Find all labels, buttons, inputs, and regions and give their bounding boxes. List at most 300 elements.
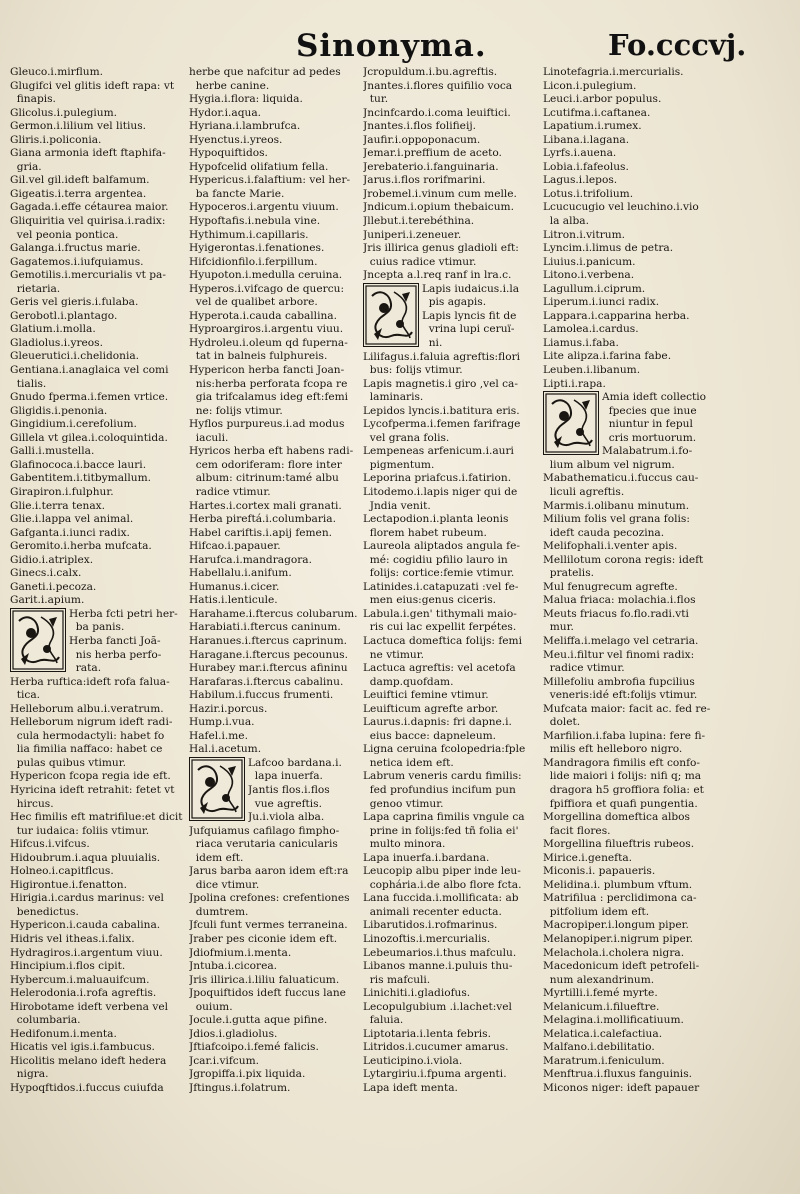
glossary-line: Hyperos.i.vifcago de quercu:	[189, 282, 345, 295]
glossary-line: eius bacce: dapneleum.	[363, 729, 497, 742]
woodcut-initial-ornament	[190, 758, 244, 820]
glossary-line: Helerodonia.i.rofa agreftis.	[10, 987, 157, 1000]
glossary-line: album: citrinum:tamé albu	[189, 472, 339, 485]
glossary-line: Hirobotame ideft verbena vel	[10, 1000, 168, 1013]
glossary-line: Amia ideft collectio	[602, 391, 707, 404]
glossary-line: pis agapis.	[422, 296, 487, 309]
glossary-line: Hifcao.i.papauer.	[189, 540, 281, 553]
glossary-line: Jpoquiftidos ideft fuccus lane	[189, 987, 346, 1000]
glossary-line: Hydragiros.i.argentum viuu.	[10, 946, 163, 959]
glossary-line: Jftiafcoipo.i.femé falicis.	[189, 1041, 319, 1054]
glossary-line: Morgellina domeftica albos	[543, 811, 690, 824]
glossary-line: Lyrfs.i.auena.	[543, 147, 617, 160]
glossary-line: Libana.i.lagana.	[543, 133, 630, 146]
glossary-line: Harabiati.i.ftercus caninum.	[189, 621, 341, 634]
glossary-line: Hypoftafis.i.nebula vine.	[189, 215, 321, 228]
glossary-line: Meu.i.filtur vel finomi radix:	[543, 648, 695, 661]
glossary-line: Macedonicum ideft petrofeli-	[543, 960, 700, 973]
glossary-line: Melanopiper.i.nigrum piper.	[543, 933, 694, 946]
glossary-line: animali recenter educta.	[363, 905, 502, 918]
glossary-line: Jdiofmium.i.menta.	[189, 946, 292, 959]
woodcut-initial	[543, 391, 599, 455]
glossary-line: men eius:genus ciceris.	[363, 594, 497, 607]
glossary-line: Marfilion.i.faba lupina: fere fi-	[543, 729, 706, 742]
glossary-line: Jris illirica genus gladioli eft:	[363, 242, 519, 255]
glossary-line: Hyupoton.i.medulla ceruina.	[189, 269, 343, 282]
glossary-line: Lempeneas arfenicum.i.auri	[363, 445, 514, 458]
glossary-line: Lapatium.i.rumex.	[543, 120, 642, 133]
glossary-line: Herba ruftica:ideft rofa falua-	[10, 675, 170, 688]
glossary-line: Girapiron.i.fulphur.	[10, 485, 114, 498]
glossary-line: Hyenctus.i.yreos.	[189, 133, 283, 146]
glossary-line: Jgropiffa.i.pix liquida.	[189, 1068, 306, 1081]
glossary-line: Hifcus.i.vifcus.	[10, 838, 90, 851]
glossary-line: herbe que nafcitur ad pedes	[189, 66, 341, 78]
glossary-line: Jftingus.i.folatrum.	[189, 1082, 291, 1095]
glossary-line: Mirice.i.genefta.	[543, 851, 633, 864]
glossary-line: Liuius.i.panicum.	[543, 255, 636, 268]
glossary-line: Hydor.i.aqua.	[189, 106, 262, 119]
glossary-line: Germon.i.lilium vel litius.	[10, 120, 147, 133]
glossary-line: Hypoceros.i.argentu viuum.	[189, 201, 339, 214]
glossary-line: Melatica.i.calefactiua.	[543, 1027, 663, 1040]
glossary-line: Herba fcti petri her-	[69, 607, 178, 620]
glossary-line: vrina lupi ceruï-	[422, 323, 515, 336]
glossary-line: Jnantes.i.flores quifilio voca	[363, 79, 513, 92]
glossary-line: Ginecs.i.calx.	[10, 567, 82, 580]
glossary-line: Jcar.i.vifcum.	[189, 1054, 259, 1067]
glossary-line: Gafganta.i.iunci radix.	[10, 526, 130, 539]
glossary-line: Jdios.i.gladiolus.	[189, 1027, 278, 1040]
glossary-line: Hafel.i.me.	[189, 729, 248, 742]
glossary-line: netica idem eft.	[363, 756, 454, 769]
glossary-line: vel de qualibet arbore.	[189, 296, 318, 309]
glossary-line: Laurus.i.dapnis: fri dapne.i.	[363, 716, 512, 729]
glossary-line: facit flores.	[543, 824, 611, 837]
glossary-line: Labrum veneris cardu fimilis:	[363, 770, 522, 783]
glossary-line: Melachola.i.cholera nigra.	[543, 946, 685, 959]
glossary-line: Harafaras.i.ftercus cabalinu.	[189, 675, 344, 688]
glossary-line: Libanos manne.i.puluis thu-	[363, 960, 513, 973]
glossary-line: Mul fenugrecum agrefte.	[543, 580, 678, 593]
glossary-line: Lepidos lyncis.i.batitura eris.	[363, 404, 520, 417]
glossary-line: Hifcidionfilo.i.ferpillum.	[189, 255, 318, 268]
glossary-line: columbaria.	[10, 1014, 81, 1027]
glossary-line: Gillela vt gilea.i.coloquintida.	[10, 431, 168, 444]
glossary-line: riaca verutaria canicularis	[189, 838, 338, 851]
glossary-line: Gagatemos.i.iufquiamus.	[10, 255, 144, 268]
text-column-2	[189, 66, 367, 1096]
glossary-line: Hump.i.vua.	[189, 716, 255, 729]
glossary-line: Hygia.i.flora: liquida.	[189, 93, 303, 106]
initial-block	[189, 757, 367, 825]
glossary-line: Helleborum nigrum ideft radi-	[10, 716, 173, 729]
glossary-line: radice vtimur.	[543, 662, 625, 675]
glossary-line: Jpolina crefones: crefentiones	[189, 892, 350, 905]
glossary-line: cem odoriferam: flore inter	[189, 458, 342, 471]
glossary-line: ne vtimur.	[363, 648, 424, 661]
glossary-line: Mandragora fimilis eft confo-	[543, 756, 700, 769]
glossary-line: Liperum.i.iunci radix.	[543, 296, 660, 309]
glossary-line: Jemar.i.preffium de aceto.	[363, 147, 502, 160]
glossary-line: Gliquiritia vel quirisa.i.radix:	[10, 215, 166, 228]
glossary-line: num alexandrinum.	[543, 973, 655, 986]
glossary-line: Giana armonia ideft ftaphifa-	[10, 147, 166, 160]
glossary-line: Hydroleu.i.oleum qd fuperna-	[189, 336, 348, 349]
glossary-line: Jndia venit.	[363, 499, 431, 512]
glossary-line: Hyperota.i.cauda caballina.	[189, 309, 337, 322]
woodcut-initial-ornament	[11, 609, 65, 671]
glossary-line: Malfano.i.debilitatio.	[543, 1041, 655, 1054]
glossary-line: Ligna ceruina fcolopedria:fple	[363, 743, 526, 756]
glossary-line: ris mafculi.	[363, 973, 431, 986]
glossary-line: Litodemo.i.lapis niger qui de	[363, 485, 518, 498]
glossary-line: iaculi.	[189, 431, 229, 444]
glossary-line: Gentiana.i.anaglaica vel comi	[10, 364, 169, 377]
glossary-line: Gil.vel gil.ideft balfamum.	[10, 174, 150, 187]
glossary-line: Glie.i.lappa vel animal.	[10, 513, 134, 526]
glossary-line: florem habet rubeum.	[363, 526, 487, 539]
glossary-line: ne: folijs vtimur.	[189, 404, 283, 417]
glossary-line: Labula.i.gen' tithymali maio-	[363, 607, 517, 620]
glossary-line: Hyflos purpureus.i.ad modus	[189, 418, 345, 431]
glossary-line: Lycofperma.i.femen farifrage	[363, 418, 521, 431]
glossary-line: liculi agreftis.	[543, 485, 625, 498]
glossary-line: Habilum.i.fuccus frumenti.	[189, 689, 334, 702]
glossary-line: Hicatis vel igis.i.fambucus.	[10, 1041, 155, 1054]
glossary-line: Harufca.i.mandragora.	[189, 553, 312, 566]
glossary-line: faluia.	[363, 1014, 404, 1027]
glossary-line: Litridos.i.cucumer amarus.	[363, 1041, 509, 1054]
glossary-line: Lebeumarios.i.thus mafculu.	[363, 946, 517, 959]
glossary-line: Herba fancti Joã-	[69, 634, 161, 647]
glossary-line: Lapis magnetis.i giro ,vel ca-	[363, 377, 518, 390]
glossary-line: Lotus.i.trifolium.	[543, 187, 634, 200]
glossary-line: Gerobotl.i.plantago.	[10, 309, 118, 322]
woodcut-initial	[363, 283, 419, 347]
glossary-line: folijs: cortice:femie vtimur.	[363, 567, 515, 580]
glossary-line: Haragane.i.ftercus pecounus.	[189, 648, 348, 661]
woodcut-initial-ornament	[544, 392, 598, 454]
glossary-line: Lyncim.i.limus de petra.	[543, 242, 674, 255]
glossary-line: nis herba perfo-	[69, 648, 162, 661]
glossary-line: ba panis.	[69, 621, 125, 634]
glossary-line: Gidio.i.atriplex.	[10, 553, 94, 566]
glossary-line: Glugifci vel glitis ideft rapa: vt	[10, 79, 175, 92]
glossary-line: Gliris.i.policonia.	[10, 133, 102, 146]
glossary-line: herbe canine.	[189, 79, 270, 92]
glossary-line: lium album vel nigrum.	[543, 458, 675, 471]
glossary-line: Licon.i.pulegium.	[543, 79, 637, 92]
glossary-line: Jfculi funt vermes terraneina.	[189, 919, 348, 932]
glossary-line: Lapis lyncis fit de	[422, 309, 517, 322]
glossary-line: Milium folis vel grana folis:	[543, 513, 690, 526]
glossary-line: cris mortuorum.	[602, 431, 697, 444]
glossary-line: Jntuba.i.cicorea.	[189, 960, 278, 973]
glossary-line: dragora h5 groffiora folia: et	[543, 784, 704, 796]
glossary-line: rata.	[69, 662, 102, 675]
woodcut-initial	[189, 757, 245, 821]
glossary-line: Hurabey mar.i.ftercus afininu	[189, 662, 348, 675]
text-column-3	[363, 66, 547, 1096]
glossary-line: Hidris vel itheas.i.falix.	[10, 933, 135, 946]
initial-block	[543, 391, 793, 459]
glossary-line: gria.	[10, 160, 42, 173]
glossary-line: Jaufir.i.oppoponacum.	[363, 133, 481, 146]
running-title: Sinonyma.	[296, 28, 487, 64]
glossary-line: Jarus barba aaron idem eft:ra	[189, 865, 349, 878]
glossary-line: Lactuca agreftis: vel acetofa	[363, 662, 516, 675]
glossary-line: veneris:idé eft:folijs vtimur.	[543, 689, 698, 702]
glossary-line: Hythimum.i.capillaris.	[189, 228, 309, 241]
glossary-line: Garit.i.apium.	[10, 594, 85, 607]
glossary-line: milis eft helleboro nigro.	[543, 743, 683, 756]
glossary-line: mé: cogidiu pfilio lauro in	[363, 553, 508, 566]
glossary-line: Hidoubrum.i.aqua pluuialis.	[10, 851, 161, 864]
glossary-line: Lana fuccida.i.mollificata: ab	[363, 892, 519, 905]
glossary-line: Jcropuldum.i.bu.agreftis.	[363, 66, 498, 78]
glossary-line: Marmis.i.olibanu minutum.	[543, 499, 690, 512]
glossary-line: Gigeatis.i.terra argentea.	[10, 187, 147, 200]
glossary-line: Linichiti.i.gladiofus.	[363, 987, 471, 1000]
glossary-line: Hypoqftidos.i.fuccus cuiufda	[10, 1082, 164, 1095]
glossary-line: vel grana folis.	[363, 431, 450, 444]
glossary-line: Leuben.i.libanum.	[543, 364, 641, 377]
glossary-line: vue agreftis.	[248, 797, 322, 810]
glossary-line: Ju.i.viola alba.	[248, 811, 325, 824]
glossary-line: pratelis.	[543, 567, 595, 580]
glossary-line: Higirontue.i.fenatton.	[10, 878, 127, 891]
glossary-line: lia fimilia naffaco: habet ce	[10, 743, 163, 756]
glossary-line: Jncepta a.l.req ranf in lra.c.	[363, 269, 512, 282]
glossary-line: Jrobemel.i.vinum cum melle.	[363, 187, 517, 200]
glossary-line: Jarus.i.flos rorifmarini.	[363, 174, 486, 187]
glossary-line: Galanga.i.fructus marie.	[10, 242, 141, 255]
glossary-line: Hal.i.acetum.	[189, 743, 262, 756]
glossary-line: gia trifcalamus ideg eft:femi	[189, 391, 349, 404]
glossary-line: Gladiolus.i.yreos.	[10, 336, 103, 349]
glossary-line: Hyproargiros.i.argentu viuu.	[189, 323, 344, 336]
glossary-line: Hybercum.i.maluauifcum.	[10, 973, 150, 986]
glossary-line: Lcutifma.i.caftanea.	[543, 106, 651, 119]
glossary-line: Hec fimilis eft matrifilue:et dicit	[10, 811, 183, 824]
glossary-line: Gnudo fperma.i.femen vrtice.	[10, 391, 169, 404]
glossary-line: tur iudaica: foliis vtimur.	[10, 824, 150, 837]
glossary-line: Jnantes.i.flos folifieij.	[363, 120, 476, 133]
glossary-line: Malua friaca: molachia.i.flos	[543, 594, 696, 607]
glossary-line: Lectapodion.i.planta leonis	[363, 513, 509, 526]
glossary-line: Latinides.i.catapuzati :vel fe-	[363, 580, 519, 593]
glossary-line: Glie.i.terra tenax.	[10, 499, 105, 512]
glossary-line: Linotefagria.i.mercurialis.	[543, 66, 684, 78]
glossary-line: Leuticipino.i.viola.	[363, 1054, 463, 1067]
glossary-line: lapa inuerfa.	[248, 770, 323, 783]
glossary-line: Linozoftis.i.mercurialis.	[363, 933, 491, 946]
glossary-line: Harahame.i.ftercus colubarum.	[189, 607, 358, 620]
glossary-line: tat in balneis fulphureis.	[189, 350, 328, 363]
glossary-line: Miconis.i. papaueris.	[543, 865, 656, 878]
glossary-line: Lagus.i.lepos.	[543, 174, 618, 187]
glossary-line: nigra.	[10, 1068, 49, 1081]
glossary-line: Liamus.i.faba.	[543, 336, 619, 349]
glossary-line: Holneo.i.capitflcus.	[10, 865, 114, 878]
text-column-1	[10, 66, 190, 1096]
glossary-line: Jocule.i.gutta aque pifine.	[189, 1014, 328, 1027]
glossary-line: Litono.i.verbena.	[543, 269, 635, 282]
glossary-line: Jris illirica.i.liliu faluaticum.	[189, 973, 340, 986]
glossary-line: Hazir.i.porcus.	[189, 702, 268, 715]
glossary-line: Myrtilli.i.femé myrte.	[543, 987, 658, 1000]
glossary-line: Jufquiamus cafilago fimpho-	[189, 824, 340, 837]
glossary-line: lide maiori i folijs: nifi q; ma	[543, 770, 702, 783]
glossary-line: Jncinfcardo.i.coma leuiftici.	[363, 106, 511, 119]
glossary-line: Hyricos herba eft habens radi-	[189, 445, 354, 458]
glossary-line: Melanicum.i.filueftre.	[543, 1000, 660, 1013]
glossary-line: dolet.	[543, 716, 581, 729]
glossary-line: Meuts friacus fo.flo.radi.vti	[543, 607, 689, 620]
glossary-line: fpiffiora et quafi pungentia.	[543, 797, 698, 810]
glossary-line: Lecopulgubium .i.lachet:vel	[363, 1000, 512, 1013]
glossary-line: Lapa caprina fimilis vngule ca	[363, 811, 525, 824]
glossary-line: Gemotilis.i.mercurialis vt pa-	[10, 269, 166, 282]
text-column-4	[543, 66, 793, 1096]
glossary-line: Hartes.i.cortex mali granati.	[189, 499, 342, 512]
woodcut-initial-ornament	[364, 284, 418, 346]
glossary-line: Habel cariftis.i.apij femen.	[189, 526, 333, 539]
glossary-line: rietaria.	[10, 282, 61, 295]
glossary-line: benedictus.	[10, 905, 79, 918]
glossary-line: la alba.	[543, 215, 589, 228]
glossary-line: Humanus.i.cicer.	[189, 580, 280, 593]
glossary-line: dice vtimur.	[189, 878, 260, 891]
glossary-line: Leporina priafcus.i.fatirion.	[363, 472, 512, 485]
glossary-line: Glatium.i.molla.	[10, 323, 96, 336]
glossary-line: Geromito.i.herba mufcata.	[10, 540, 152, 553]
glossary-line: Hincipium.i.flos cipit.	[10, 960, 126, 973]
glossary-line: Ganeti.i.pecoza.	[10, 580, 97, 593]
glossary-line: tialis.	[10, 377, 47, 390]
glossary-line: ni.	[422, 336, 443, 349]
glossary-line: Litron.i.vitrum.	[543, 228, 625, 241]
glossary-line: Jndicum.i.opium thebaicum.	[363, 201, 514, 214]
glossary-line: Lcucucugio vel leuchino.i.vio	[543, 201, 699, 214]
glossary-line: Morgellina filueftris rubeos.	[543, 838, 695, 851]
glossary-line: tur.	[363, 93, 389, 106]
glossary-line: Gabentitem.i.titbymallum.	[10, 472, 152, 485]
glossary-line: Gleuerutici.i.chelidonia.	[10, 350, 140, 363]
glossary-line: pigmentum.	[363, 458, 435, 471]
glossary-line: Hypoquiftidos.	[189, 147, 268, 160]
glossary-line: Herba pireftá.i.columbaria.	[189, 513, 336, 526]
glossary-line: Hypericon herba fancti Joan-	[189, 364, 345, 377]
glossary-line: Lytargiriu.i.fpuma argenti.	[363, 1068, 507, 1081]
glossary-line: multo minora.	[363, 838, 446, 851]
glossary-line: hircus.	[10, 797, 54, 810]
glossary-line: Hypericus.i.falaftium: vel her-	[189, 174, 351, 187]
glossary-line: Melifophali.i.venter apis.	[543, 540, 678, 553]
glossary-line: Lappara.i.capparina herba.	[543, 309, 690, 322]
glossary-line: Lobia.i.fafeolus.	[543, 160, 629, 173]
glossary-line: cuius radice vtimur.	[363, 255, 477, 268]
glossary-line: Jraber pes ciconie idem eft.	[189, 933, 338, 946]
glossary-line: nis:herba perforata fcopa re	[189, 377, 348, 390]
glossary-line: bus: folijs vtimur.	[363, 364, 463, 377]
glossary-line: Geris vel gieris.i.fulaba.	[10, 296, 139, 309]
glossary-line: Libarutidos.i.rofmarinus.	[363, 919, 498, 932]
initial-block	[10, 608, 190, 676]
glossary-line: prine in folijs:fed tñ folia ei'	[363, 824, 519, 837]
glossary-line: Jllebut.i.terebéthina.	[363, 215, 475, 228]
glossary-line: vel peonia pontica.	[10, 228, 119, 241]
page-header	[0, 18, 800, 68]
glossary-line: Juniperi.i.zeneuer.	[363, 228, 462, 241]
glossary-line: Menftrua.i.fluxus fanguinis.	[543, 1068, 693, 1081]
glossary-line: ideft cauda pecozina.	[543, 526, 665, 539]
glossary-line: Leucopip albu piper inde leu-	[363, 865, 521, 878]
glossary-line: fpecies que inue	[602, 404, 697, 417]
glossary-line: Hypofcelid olifatium fella.	[189, 160, 329, 173]
glossary-line: cula hermodactyli: habet fo	[10, 729, 165, 742]
glossary-line: tica.	[10, 689, 40, 702]
glossary-line: Leuiftici femine vtimur.	[363, 689, 489, 702]
woodcut-initial	[10, 608, 66, 672]
glossary-line: Gingidium.i.cerefolium.	[10, 418, 137, 431]
initial-block	[363, 283, 547, 351]
glossary-line: Hypericon.i.cauda cabalina.	[10, 919, 161, 932]
glossary-line: Lite alipza.i.farina fabe.	[543, 350, 672, 363]
glossary-line: Meliffa.i.melago vel cetraria.	[543, 634, 699, 647]
glossary-line: Malabatrum.i.fo-	[602, 445, 693, 458]
glossary-line: Melagina.i.mollificatiuum.	[543, 1014, 684, 1027]
glossary-line: Galli.i.mustella.	[10, 445, 95, 458]
glossary-line: damp.quofdam.	[363, 675, 454, 688]
glossary-line: Lapa ideft menta.	[363, 1082, 458, 1095]
glossary-line: Lafcoo bardana.i.	[248, 756, 342, 769]
glossary-line: radice vtimur.	[189, 485, 271, 498]
glossary-line: Melidina.i. plumbum vftum.	[543, 878, 693, 891]
glossary-line: dumtrem.	[189, 905, 249, 918]
glossary-line: Macropiper.i.longum piper.	[543, 919, 689, 932]
glossary-line: Hyigerontas.i.fenationes.	[189, 242, 325, 255]
glossary-line: Leuifticum agrefte arbor.	[363, 702, 499, 715]
glossary-line: ris cui lac expellit ferpétes.	[363, 621, 517, 634]
glossary-line: fed profundius incifum pun	[363, 784, 516, 796]
glossary-line: mur.	[543, 621, 574, 634]
glossary-line: Lipti.i.rapa.	[543, 377, 606, 390]
glossary-line: genoo vtimur.	[363, 797, 444, 810]
glossary-line: Hypericon fcopa regia ide eft.	[10, 770, 171, 783]
glossary-line: pitfolium idem eft.	[543, 905, 650, 918]
glossary-line: Maratrum.i.feniculum.	[543, 1054, 665, 1067]
glossary-line: Glicolus.i.pulegium.	[10, 106, 117, 119]
glossary-line: pulas quibus vtimur.	[10, 756, 127, 769]
glossary-line: Gligidis.i.penonia.	[10, 404, 108, 417]
glossary-line: Helleborum albu.i.veratrum.	[10, 702, 164, 715]
glossary-line: niuntur in fepul	[602, 418, 693, 431]
glossary-line: Matrifilua : perclidimona ca-	[543, 892, 697, 905]
glossary-line: Hyriana.i.lambrufca.	[189, 120, 301, 133]
glossary-line: idem eft.	[189, 851, 244, 864]
glossary-line: Habellalu.i.anifum.	[189, 567, 292, 580]
glossary-line: finapis.	[10, 93, 56, 106]
glossary-line: Jerebaterio.i.fanguinaria.	[363, 160, 499, 173]
glossary-line: Hirigia.i.cardus marinus: vel	[10, 892, 164, 905]
glossary-line: cophária.i.de albo flore fcta.	[363, 878, 522, 891]
glossary-line: Hedifonum.i.menta.	[10, 1027, 117, 1040]
glossary-line: Jantis flos.i.flos	[248, 783, 330, 796]
glossary-line: Haranues.i.ftercus caprinum.	[189, 634, 348, 647]
glossary-line: Mufcata maior: facit ac. fed re-	[543, 702, 711, 715]
